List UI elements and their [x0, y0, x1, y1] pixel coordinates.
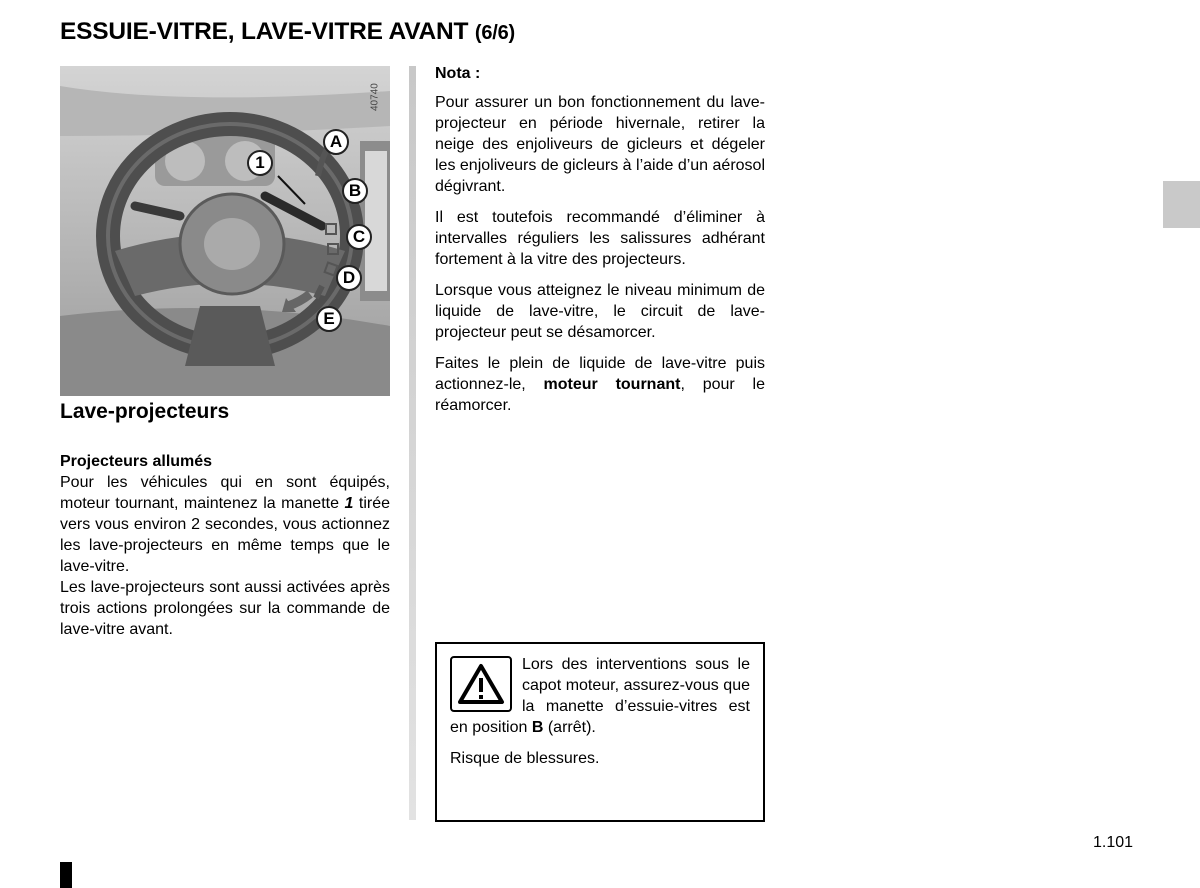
nota-paragraph-4-bold: moteur tournant [543, 376, 681, 393]
nota-title: Nota : [435, 65, 481, 82]
warning-risk: Risque de blessures. [450, 750, 600, 767]
warning-position-label: B [531, 719, 544, 736]
illustration-reference-code: 40740 [369, 83, 381, 111]
nota-paragraph-3: Lorsque vous atteignez le niveau minimum de liquide de lave-vitre, le circuit de lave-projecteur peut se désamorcer. [435, 282, 765, 341]
nota-paragraph-4-start: Faites le plein de liquide de lave-vitre puis actionnez-le, [435, 355, 765, 393]
callout-e: E [316, 306, 342, 332]
nota-paragraph-2: Il est toutefois recommandé d’éliminer à intervalles réguliers les salissures adhérant fortement à la vitre des projecteurs. [435, 209, 765, 268]
right-column [435, 64, 765, 426]
page-title-part: (6/6) [474, 22, 515, 44]
warning-triangle-icon [450, 656, 512, 712]
warning-text-end: (arrêt). [543, 719, 596, 736]
callout-c: C [346, 224, 372, 250]
page-title-text: ESSUIE-VITRE, LAVE-VITRE AVANT [60, 18, 469, 45]
page-title [60, 18, 515, 46]
callout-d: D [336, 265, 362, 291]
column-divider [409, 66, 416, 820]
section-title: Lave-projecteurs [60, 400, 230, 423]
left-paragraph-2: Les lave-projecteurs sont aussi activées après trois actions prolongées sur la commande de lave-vitre avant. [60, 579, 390, 638]
callout-1: 1 [247, 150, 273, 176]
callout-b: B [342, 178, 368, 204]
subheading: Projecteurs allumés [60, 453, 213, 470]
callout-a: A [323, 129, 349, 155]
left-paragraph-1 [60, 472, 390, 577]
chapter-tab [1163, 181, 1200, 228]
steering-wheel-illustration [60, 66, 390, 396]
crop-mark [60, 862, 72, 888]
left-paragraph-1-end: tirée vers vous environ 2 secondes, vous actionnez les lave-projecteurs en même temps que le lave-vitre. [60, 495, 391, 575]
nota-paragraph-4-end: , pour le réamorcer. [435, 376, 765, 414]
warning-box [435, 642, 765, 822]
nota-paragraph-4 [435, 353, 765, 416]
page-number: 1.101 [1093, 834, 1134, 851]
left-column [60, 400, 390, 640]
warning-text-start: Lors des interventions sous le capot moteur, assurez-vous que la manette d’essuie-vitres est en position [450, 656, 750, 736]
lever-reference: 1 [344, 495, 354, 512]
steering-wheel-drawing [60, 66, 390, 396]
left-paragraph-1-start: Pour les véhicules qui en sont équipés, moteur tournant, maintenez la manette [60, 474, 390, 512]
nota-paragraph-1: Pour assurer un bon fonctionnement du lave-projecteur en période hivernale, retirer la neige des enjoliveurs de gicleurs et dégeler les enjoliveurs de gicleurs à l’aide d’un aérosol dégivrant. [435, 94, 765, 195]
